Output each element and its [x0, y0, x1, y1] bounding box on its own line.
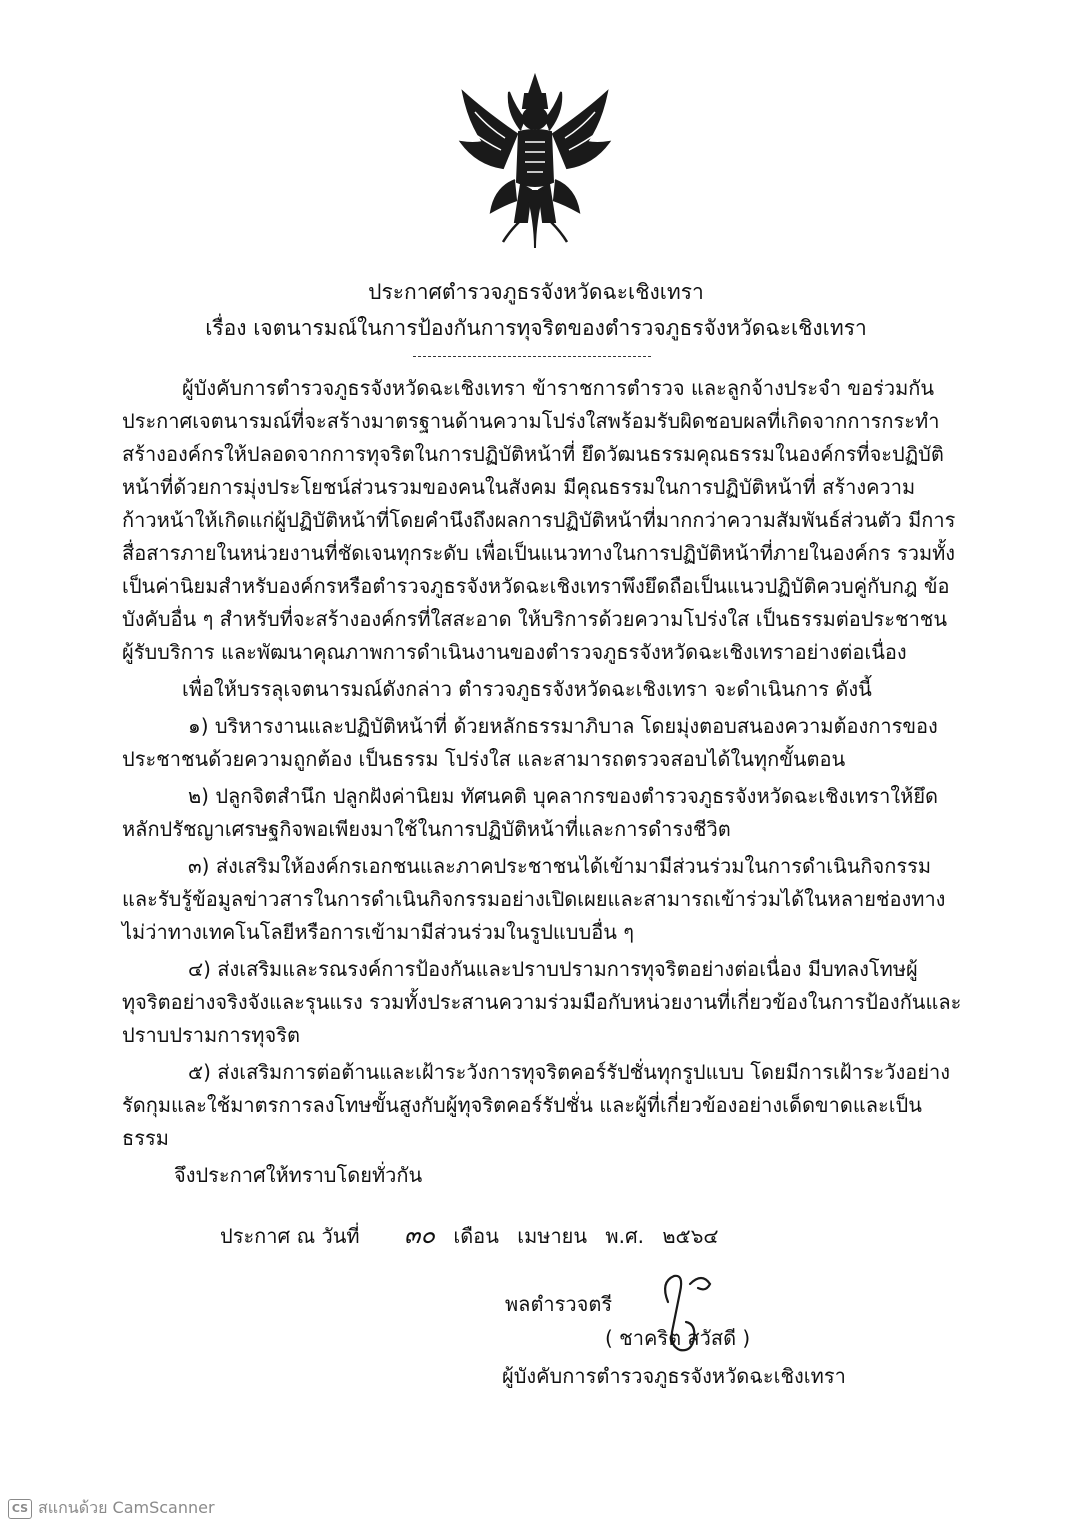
list-item-4: ๔) ส่งเสริมและรณรงค์การป้องกันและปราบปรามการทุจริตอย่างต่อเนื่อง มีบทลงโทษผู้ทุจริตอย่างจริงจังและรุนแรง รวมทั้งประสานความร่วมมือกับหน่วยงานที่เกี่ยวข้องในการป้องกันและปราบปรามการทุจริต	[122, 957, 962, 1047]
camscanner-text: สแกนด้วย CamScanner	[38, 1498, 215, 1517]
signatory-rank: พลตำรวจตรี	[505, 1292, 613, 1316]
date-prefix: ประกาศ ณ วันที่	[220, 1224, 360, 1248]
date-year-label: พ.ศ.	[605, 1224, 645, 1248]
date-month: เมษายน	[517, 1224, 588, 1248]
announcement-subject: เรื่อง เจตนารมณ์ในการป้องกันการทุจริตของตำรวจภูธรจังหวัดฉะเชิงเทรา	[205, 316, 867, 340]
closing-statement: จึงประกาศให้ทราบโดยทั่วกัน	[174, 1163, 423, 1187]
announcement-body	[122, 372, 962, 1192]
announcement-title: ประกาศตำรวจภูธรจังหวัดฉะเชิงเทรา	[368, 280, 704, 304]
announcement-date	[220, 1220, 731, 1251]
date-year: ๒๕๖๔	[662, 1224, 719, 1248]
camscanner-logo-icon: CS	[8, 1499, 32, 1519]
garuda-emblem-icon	[455, 72, 615, 252]
body-paragraph-2: เพื่อให้บรรลุเจตนารมณ์ดังกล่าว ตำรวจภูธรจังหวัดฉะเชิงเทรา จะดำเนินการ ดังนี้	[182, 677, 872, 701]
signatory-name: ( ชาคริต สวัสดี )	[605, 1326, 751, 1350]
signatory-position: ผู้บังคับการตำรวจภูธรจังหวัดฉะเชิงเทรา	[502, 1364, 846, 1388]
list-item-2: ๒) ปลูกจิตสำนึก ปลูกฝังค่านิยม ทัศนคติ บุคลากรของตำรวจภูธรจังหวัดฉะเชิงเทราให้ยึดหลักปรัชญาเศรษฐกิจพอเพียงมาใช้ในการปฏิบัติหน้าที่และการดำรงชีวิต	[122, 784, 939, 841]
date-day: ๓๐	[403, 1221, 435, 1249]
list-item-1: ๑) บริหารงานและปฏิบัติหน้าที่ ด้วยหลักธรรมาภิบาล โดยมุ่งตอบสนองความต้องการของประชาชนด้วยความถูกต้อง เป็นธรรม โปร่งใส และสามารถตรวจสอบได้ในทุกขั้นตอน	[122, 714, 938, 771]
title-divider	[413, 356, 651, 357]
list-item-3: ๓) ส่งเสริมให้องค์กรเอกชนและภาคประชาชนได้เข้ามามีส่วนร่วมในการดำเนินกิจกรรมและรับรู้ข้อมูลข่าวสารในการดำเนินกิจกรรมอย่างเปิดเผยและสามารถเข้าร่วมได้ในหลายช่องทางไม่ว่าทางเทคโนโลยีหรือการเข้ามามีส่วนร่วมในรูปแบบอื่น ๆ	[122, 854, 946, 944]
camscanner-watermark	[8, 1496, 215, 1521]
list-item-5: ๕) ส่งเสริมการต่อต้านและเฝ้าระวังการทุจริตคอร์รัปชั่นทุกรูปแบบ โดยมีการเฝ้าระวังอย่างรัดกุมและใช้มาตรการลงโทษขั้นสูงกับผู้ทุจริตคอร์รัปชั่น และผู้ที่เกี่ยวข้องอย่างเด็ดขาดและเป็นธรรม	[122, 1060, 950, 1150]
date-month-label: เดือน	[453, 1224, 499, 1248]
body-paragraph-1: ผู้บังคับการตำรวจภูธรจังหวัดฉะเชิงเทรา ข้าราชการตำรวจ และลูกจ้างประจำ ขอร่วมกันประกาศเจตนารมณ์ที่จะสร้างมาตรฐานด้านความโปร่งใสพร้อมรับผิดชอบผลที่เกิดจากการกระทำ สร้างองค์กรให้ปลอดจากการทุจริตในการปฏิบัติหน้าที่ ยึดวัฒนธรรมคุณธรรมในองค์กรที่จะปฏิบัติหน้าที่ด้วยการมุ่งประโยชน์ส่วนรวมของคนในสังคม มีคุณธรรมในการปฏิบัติหน้าที่ สร้างความก้าวหน้าให้เกิดแก่ผู้ปฏิบัติหน้าที่โดยคำนึงถึงผลการปฏิบัติหน้าที่มากกว่าความสัมพันธ์ส่วนตัว มีการสื่อสารภายในหน่วยงานที่ชัดเจนทุกระดับ เพื่อเป็นแนวทางในการปฏิบัติหน้าที่ภายในองค์กร รวมทั้งเป็นค่านิยมสำหรับองค์กรหรือตำรวจภูธรจังหวัดฉะเชิงเทราพึงยึดถือเป็นแนวปฏิบัติควบคู่กับกฎ ข้อบังคับอื่น ๆ สำหรับที่จะสร้างองค์กรที่ใสสะอาด ให้บริการด้วยความโปร่งใส เป็นธรรมต่อประชาชน ผู้รับบริการ และพัฒนาคุณภาพการดำเนินงานของตำรวจภูธรจังหวัดฉะเชิงเทราอย่างต่อเนื่อง	[122, 376, 956, 664]
